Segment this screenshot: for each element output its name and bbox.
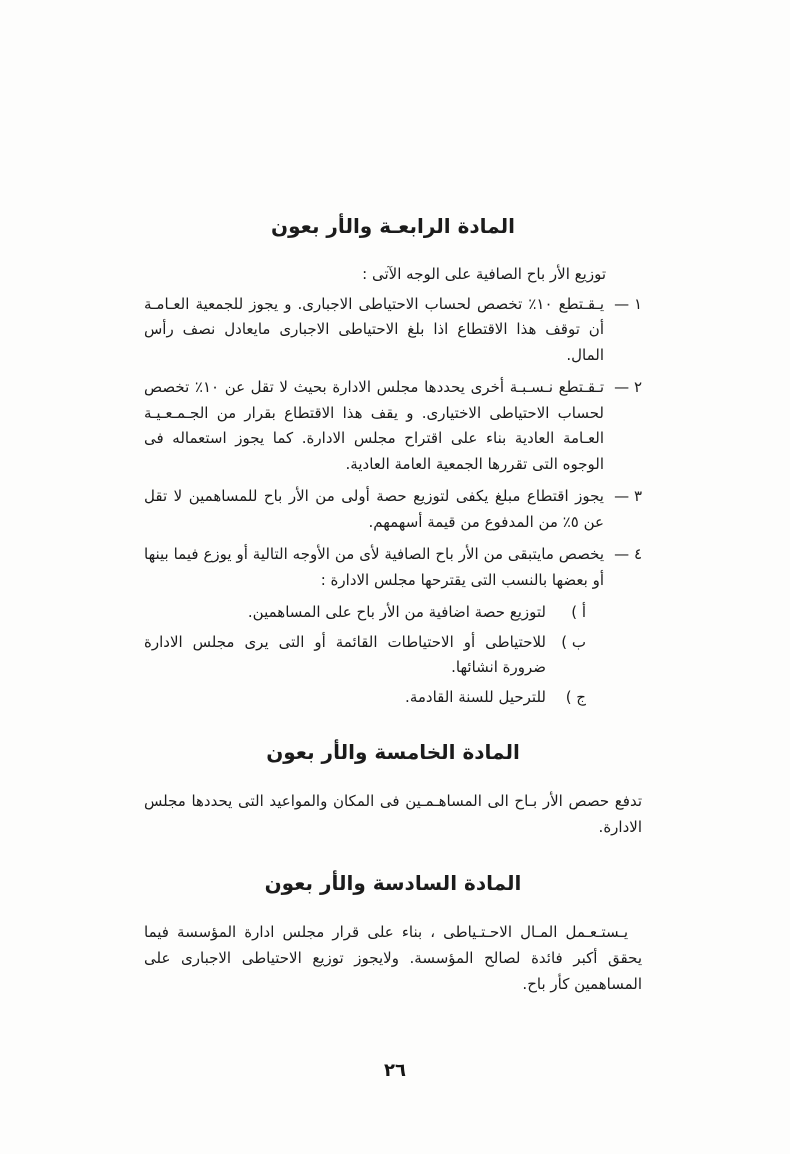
list-item-1: [144, 292, 642, 369]
article-44-intro: توزيع الأر باح الصافية على الوجه الآتى :: [362, 265, 606, 283]
article-45-body: تدفع حصص الأر بـاح الى المساهـمـين فى المكان والمواعيد التى يحددها مجلس الادارة.: [144, 792, 642, 837]
list-item-4: [144, 542, 642, 593]
article-46-heading: المادة السادسة والأر بعون: [264, 870, 522, 895]
list-item-1-text: يـقـتطع ١٠٪ تخصص لحساب الاحتياطى الاجبارى. و يجوز للجمعية العـامـة أن توقف هذا الاقتطاع اذا بلغ الاحتياطى الاجبارى مايعادل نصف رأس المال.: [144, 294, 604, 364]
sub-list-item-b-text: للاحتياطى أو الاحتياطات القائمة أو التى يرى مجلس الادارة ضرورة انشائها.: [144, 632, 546, 676]
list-item-3: [144, 484, 642, 535]
list-item-2-number: ٢ —: [614, 378, 642, 396]
sub-list-item-a-text: لتوزيع حصة اضافية من الأر باح على المساهمين.: [247, 603, 546, 621]
sub-list-item-a: [144, 600, 642, 626]
sub-list-item-b: [144, 630, 642, 681]
sub-list-item-b-marker: ب ): [561, 632, 586, 651]
list-item-1-number: ١ —: [614, 294, 642, 313]
article-45-heading: المادة الخامسة والأر بعون: [266, 740, 520, 764]
article-44-heading: المادة الرابعـة والأر بعون: [271, 214, 515, 238]
sub-list-item-c-text: للترحيل للسنة القادمة.: [405, 687, 546, 706]
sub-list-item-c: [144, 685, 642, 711]
list-item-3-text: يجوز اقتطاع مبلغ يكفى لتوزيع حصة أولى من الأر باح للمساهمين لا تقل عن ٥٪ من المدفوع من قيمة أسهمهم.: [144, 487, 604, 531]
sub-list-item-c-marker: ج ): [565, 687, 586, 706]
page-number: ٢٦: [384, 1060, 406, 1081]
sub-list-item-a-marker: أ ): [571, 603, 586, 621]
page-content: [144, 214, 642, 1003]
article-46-body: يـستـعـمل المـال الاحـتـياطى ، بناء على قرار مجلس ادارة المؤسسة فيما يحقق أكبر فائدة لصالح المؤسسة. ولايجوز توزيع الاحتياطى الاجبارى على المساهمين كأر باح.: [144, 922, 642, 993]
list-item-4-text: يخصص مايتبقى من الأر باح الصافية لأى من الأوجه التالية أو يوزع فيما بينها أو بعضها بالنسب التى يقترحها مجلس الادارة :: [144, 545, 604, 589]
list-item-2: [144, 375, 642, 477]
list-item-4-number: ٤ —: [614, 545, 642, 563]
list-item-3-number: ٣ —: [614, 487, 642, 505]
list-item-2-text: تـقـتطع نـسـبـة أخرى يحددها مجلس الادارة بحيث لا تقل عن ١٠٪ تخصص لحساب الاحتياطى الاختيارى. و يقف هذا الاقتطاع بقرار من الجـمـعـيـة العـامة العادية بناء على اقتراح مجلس الادارة. كما يجوز استعماله فى الوجوه التى تقررها الجمعية العامة العادية.: [144, 378, 604, 473]
